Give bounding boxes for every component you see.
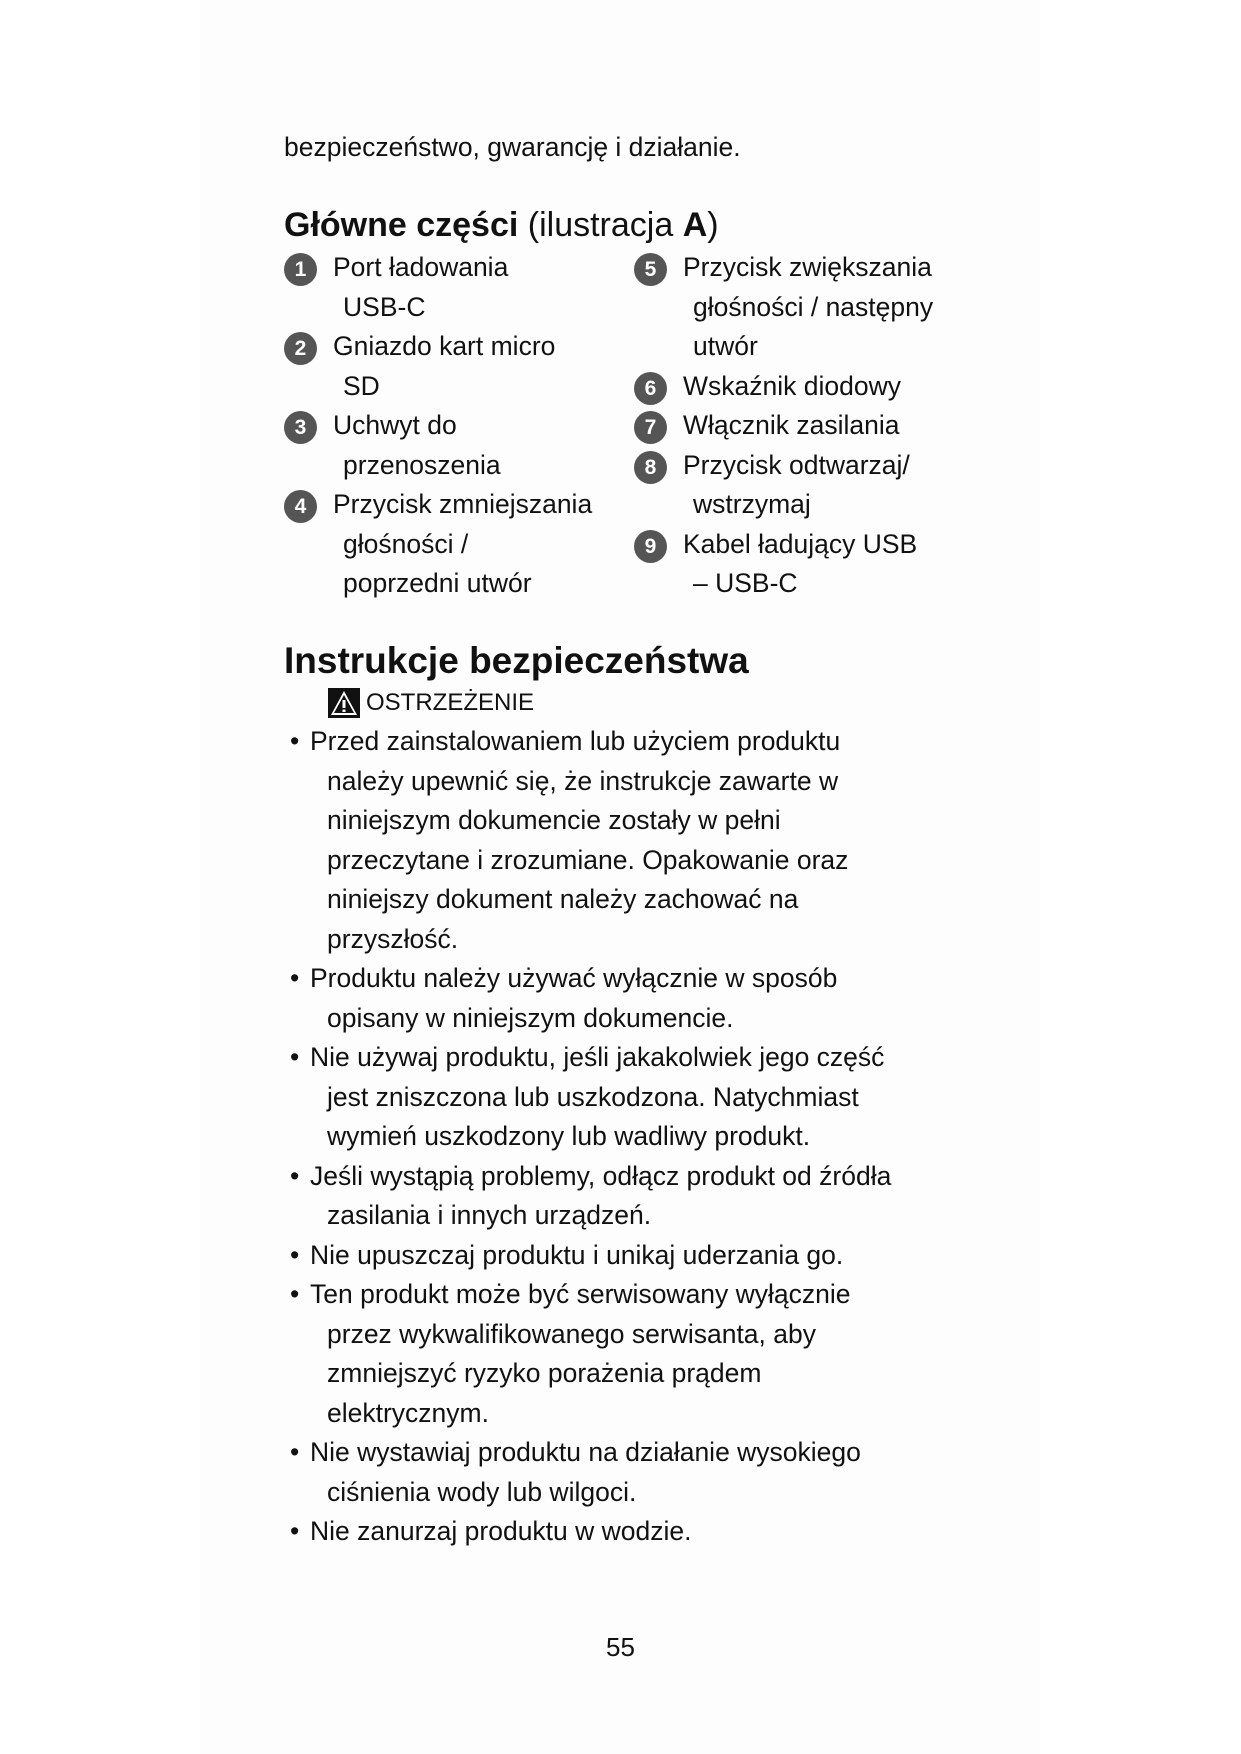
part-label-line: wstrzymaj [693,489,811,519]
part-label-line: głośności / następny [693,291,934,322]
part-label-line: USB-C [343,291,426,322]
warning-label-row [328,688,534,718]
part-label-line: Kabel ładujący USB [683,528,918,559]
part-label-line: Port ładowania [333,252,509,282]
safety-bullet-item [284,1157,984,1236]
safety-bullet-line: zmniejszyć ryzyko porażenia prądem [327,1358,762,1388]
safety-bullet-item [284,1038,984,1157]
safety-bullet-line: • Nie używaj produktu, jeśli jakakolwiek jego część [310,1042,885,1072]
safety-bullet-line: • Jeśli wystąpią problemy, odłącz produkt od źródła [310,1160,892,1191]
part-label-line: Włącznik zasilania [683,410,900,440]
safety-bullet-line: przeczytane i zrozumiane. Opakowanie oraz [327,844,849,875]
safety-bullet-line: należy upewnić się, że instrukcje zawarte w [327,765,839,796]
safety-bullet-line: jest zniszczona lub uszkodzona. Natychmiast [327,1081,859,1112]
safety-bullet-item [284,959,984,1038]
safety-bullet-line: • Produktu należy używać wyłącznie w sposób [310,963,838,993]
safety-bullet-line: elektrycznym. [327,1397,489,1428]
safety-bullet-line: przez wykwalifikowanego serwisanta, aby [327,1318,816,1349]
safety-bullet-item [284,1236,984,1276]
part-label-line: Wskaźnik diodowy [683,370,901,401]
parts-list-left [284,248,604,604]
main-parts-heading-bold: Główne części [284,206,519,244]
main-parts-heading-mid: (ilustracja [518,206,683,244]
page-number: 55 [606,1632,635,1662]
part-item-5 [634,248,974,367]
part-number-badge: 8 [634,451,667,484]
part-label-line: utwór [693,331,758,361]
part-label-line: Przycisk zmniejszania [333,489,593,519]
part-number-badge: 3 [284,411,317,444]
part-label-line: Uchwyt do [333,410,457,440]
safety-bullet-line: wymień uszkodzony lub wadliwy produkt. [327,1121,811,1151]
part-label-line: SD [343,370,380,401]
safety-bullet-line: niniejszy dokument należy zachować na [327,884,799,914]
safety-bullet-line: • Nie wystawiaj produktu na działanie wysokiego [310,1437,861,1467]
safety-bullet-line: opisany w niniejszym dokumencie. [327,1002,734,1033]
main-parts-heading-end: ) [707,206,719,244]
warning-triangle-icon [328,688,360,718]
part-number-badge: 2 [284,332,317,365]
safety-bullet-line: niniejszym dokumencie zostały w pełni [327,805,781,835]
safety-bullet-line: • Nie zanurzaj produktu w wodzie. [310,1516,692,1546]
safety-heading: Instrukcje bezpieczeństwa [284,640,749,681]
part-item-9 [634,525,974,604]
part-number-badge: 1 [284,253,317,286]
part-label-line: Przycisk zwiększania [683,252,932,282]
part-item-7 [634,406,974,446]
part-number-badge: 7 [634,411,667,444]
safety-bullet-line: ciśnienia wody lub wilgoci. [327,1476,637,1507]
part-label-line: poprzedni utwór [343,568,532,598]
part-label-line: Gniazdo kart micro [333,331,556,361]
part-number-badge: 4 [284,490,317,523]
safety-bullet-item [284,722,984,959]
safety-bullet-line: zasilania i innych urządzeń. [327,1200,652,1230]
part-number-badge: 9 [634,530,667,563]
part-label-line: głośności / [343,528,469,559]
safety-bullet-item [284,1512,984,1552]
warning-label: OSTRZEŻENIE [366,689,535,716]
safety-bullet-list [284,722,984,1552]
illustration-letter: A [682,206,708,244]
part-item-3 [284,406,604,485]
parts-list-right [634,248,974,604]
part-item-6 [634,367,974,407]
part-label-line: przenoszenia [343,449,501,480]
part-label-line: – USB-C [693,568,798,598]
main-parts-heading [284,206,719,245]
part-item-4 [284,485,604,604]
safety-bullet-item [284,1275,984,1433]
part-number-badge: 5 [634,253,667,286]
safety-bullet-line: • Nie upuszczaj produktu i unikaj uderzania go. [310,1239,844,1270]
part-item-2 [284,327,604,406]
safety-bullet-line: • Przed zainstalowaniem lub użyciem produktu [310,726,841,756]
safety-bullet-line: • Ten produkt może być serwisowany wyłącznie [310,1279,851,1309]
part-item-1 [284,248,604,327]
intro-text: bezpieczeństwo, gwarancję i działanie. [284,132,741,162]
part-number-badge: 6 [634,372,667,405]
safety-bullet-line: przyszłość. [327,923,459,954]
part-label-line: Przycisk odtwarzaj/ [683,449,910,480]
part-item-8 [634,446,974,525]
safety-bullet-item [284,1433,984,1512]
